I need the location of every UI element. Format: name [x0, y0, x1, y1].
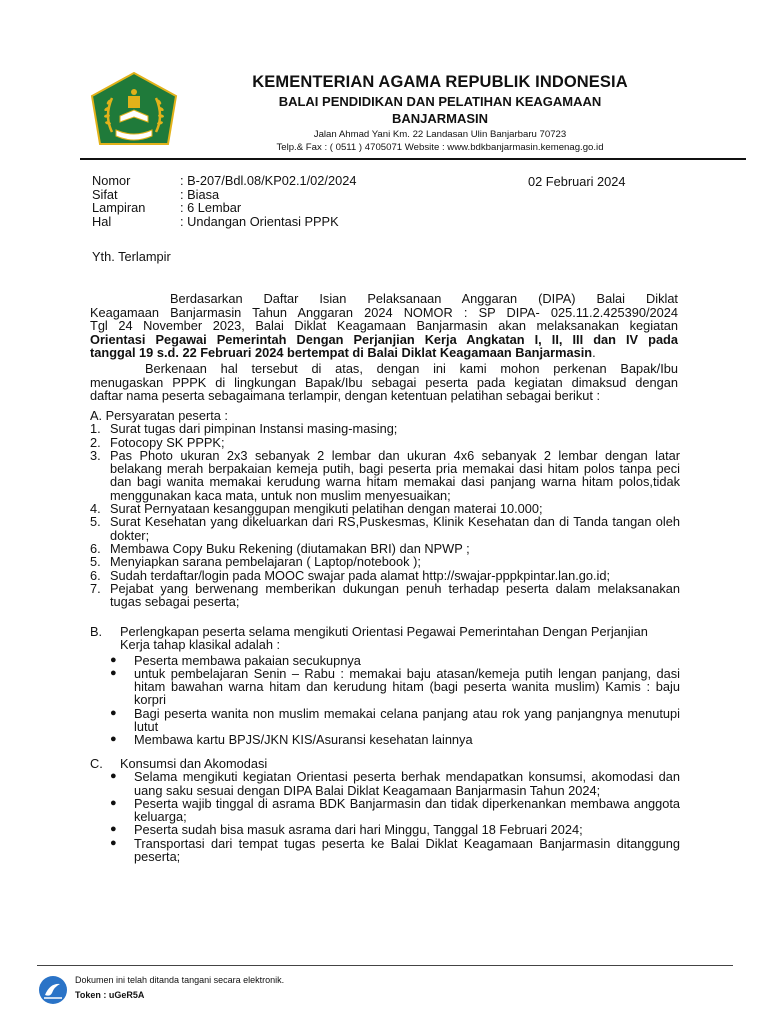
footer-esign-note: Dokumen ini telah ditanda tangani secara elektronik.	[75, 975, 285, 985]
section-c-letter: C.	[90, 756, 103, 771]
requirement-item	[90, 502, 680, 515]
institution-name-line1: BALAI PENDIDIKAN DAN PELATIHAN KEAGAMAAN	[278, 94, 602, 109]
requirement-number: 1.	[90, 421, 101, 437]
requirement-number: 6.	[90, 540, 101, 556]
accommodation-item	[110, 837, 680, 864]
p1-line4: Orientasi Pegawai Pemerintah Dengan Perjanjian Kerja Angkatan I, II, III dan IV pada	[90, 331, 678, 347]
requirement-number: 4.	[90, 501, 101, 517]
requirement-item	[90, 555, 680, 568]
equipment-item-text: untuk pembelajaran Senin – Rabu : memakai baju atasan/kemeja putih lengan panjang, dasi hitam bawahan warna hitam dan kerudung hitam (bagi peserta wanita muslim) Kamis : baju korpri	[134, 665, 680, 708]
p1-line5: tanggal 19 s.d. 22 Februari 2024 bertempat di Balai Diklat Keagamaan Banjarmasin	[90, 345, 593, 361]
bsre-signature-icon	[38, 975, 68, 1005]
section-b-equipment	[90, 625, 680, 747]
hal-label: Hal	[92, 213, 112, 229]
requirement-text: Surat Pernyataan kesanggupan mengikuti pelatihan dengan materai 10.000;	[110, 501, 543, 517]
accommodation-item-text: Transportasi dari tempat tugas peserta ke Balai Diklat Keagamaan Banjarmasin ditanggung peserta;	[134, 835, 680, 865]
footer-token: Token : uGeR5A	[75, 990, 145, 1000]
requirement-text: Menyiapkan sarana pembelajaran ( Laptop/notebook );	[110, 554, 421, 570]
section-b-heading: Perlengkapan peserta selama mengikuti Orientasi Pegawai Pemerintahan Dengan Perjanjian Kerja tahap klasikal adalah :	[120, 624, 648, 653]
section-c-list	[110, 770, 680, 863]
bullet-icon: ●	[110, 653, 117, 666]
requirement-number: 3.	[90, 447, 101, 463]
nomor-label: Nomor	[92, 173, 131, 188]
p1-line2: Keagamaan Banjarmasin Tahun Anggaran 2024 NOMOR : SP DIPA- 025.11.2.425390/2024	[90, 304, 678, 320]
section-a-list	[90, 422, 680, 608]
p2-line1: Berkenaan hal tersebut di atas, dengan ini kami mohon perkenan Bapak/Ibu	[145, 361, 678, 376]
requirement-number: 2.	[90, 434, 101, 450]
bullet-icon: ●	[110, 836, 117, 849]
requirement-text: Membawa Copy Buku Rekening (diutamakan BRI) dan NPWP ;	[110, 540, 470, 556]
requirement-text: Pejabat yang berwenang memberikan dukungan penuh terhadap peserta dalam melaksanakan tugas sebagai peserta;	[110, 580, 680, 610]
section-b-letter: B.	[90, 624, 103, 639]
salutation-recipient: Terlampir	[118, 249, 171, 264]
equipment-item	[110, 733, 680, 746]
salutation-yth: Yth.	[92, 249, 115, 264]
letterhead-divider	[80, 158, 746, 160]
section-c-accommodation	[90, 757, 680, 863]
p1-line1: Berdasarkan Daftar Isian Pelaksanaan Anggaran (DIPA) Balai Diklat	[170, 291, 678, 306]
requirement-item	[90, 569, 680, 582]
requirement-number: 6.	[90, 567, 101, 583]
section-a-requirements	[90, 409, 680, 608]
kemenag-logo-icon	[90, 72, 178, 152]
requirement-text: Surat Kesehatan yang dikeluarkan dari RS,Puskesmas, Klinik Kesehatan dan di Tanda tangan oleh dokter;	[110, 514, 680, 543]
equipment-item-text: Membawa kartu BPJS/JKN KIS/Asuransi kesehatan lainnya	[134, 732, 473, 748]
accommodation-item	[110, 770, 680, 797]
bullet-icon: ●	[110, 796, 117, 809]
requirement-item	[90, 436, 680, 449]
requirement-item	[90, 449, 680, 502]
letter-meta	[92, 174, 356, 228]
letterhead	[200, 72, 680, 154]
p2-line3: daftar nama peserta sebagaimana terlampir, dengan ketentuan pelatihan sebagai berikut :	[90, 388, 601, 404]
requirement-item	[90, 582, 680, 609]
bullet-icon: ●	[110, 733, 117, 746]
section-b-list	[110, 654, 680, 747]
requirement-text: Pas Photo ukuran 2x3 sebanyak 2 lembar dan ukuran 4x6 sebanyak 2 lembar dengan latar belakang merah berpakaian kemeja putih, bagi peserta pria memakai dasi hitam polos tanpa peci dan bagi wanita memakai kerudung warna hitam memakai dasi panjang warna hitam polos,tidak menggunakan kaca mata, untuk non muslim menyesuaikan;	[110, 447, 680, 503]
lampiran-value: : 6 Lembar	[180, 200, 242, 215]
institution-name-line2: BANJARMASIN	[391, 111, 489, 126]
ministry-name: KEMENTERIAN AGAMA REPUBLIK INDONESIA	[252, 73, 628, 91]
sifat-label: Sifat	[92, 186, 118, 202]
requirement-number: 7.	[90, 580, 101, 596]
accommodation-item	[110, 823, 680, 836]
institution-address: Jalan Ahmad Yani Km. 22 Landasan Ulin Banjarbaru 70723	[313, 129, 567, 140]
salutation	[92, 249, 171, 264]
requirement-text: Sudah terdaftar/login pada MOOC swajar pada alamat http://swajar-pppkpintar.lan.go.id;	[110, 567, 611, 583]
nomor-value: : B-207/Bdl.08/KP02.1/02/2024	[180, 173, 357, 188]
p1-line5-end: .	[592, 345, 596, 361]
section-c-heading: Konsumsi dan Akomodasi	[120, 756, 268, 771]
letter-date: 02 Februari 2024	[528, 174, 626, 189]
footer-divider	[37, 965, 733, 966]
paragraph-request	[90, 362, 678, 403]
paragraph-opening	[90, 292, 678, 360]
equipment-item-text: Bagi peserta wanita non muslim memakai celana panjang atau rok yang panjangnya menutupi lutut	[134, 705, 680, 735]
equipment-item	[110, 667, 680, 707]
requirement-number: 5.	[90, 554, 101, 570]
p2-line2: menugaskan PPPK di lingkungan Bapak/Ibu sebagai peserta pada kegiatan dimaksud dengan	[90, 374, 678, 390]
bullet-icon: ●	[110, 823, 117, 836]
requirement-number: 5.	[90, 514, 101, 530]
bullet-icon: ●	[110, 770, 117, 783]
p1-line3: Tgl 24 November 2023, Balai Diklat Keagamaan Banjarmasin akan melaksanakan kegiatan	[90, 318, 678, 334]
hal-value: : Undangan Orientasi PPPK	[180, 213, 339, 229]
accommodation-item-text: Selama mengikuti kegiatan Orientasi peserta berhak mendapatkan konsumsi, akomodasi dan uang saku sesuai dengan DIPA Balai Diklat Keagamaan Banjarmasin Tahun 2024;	[134, 769, 680, 798]
equipment-item	[110, 707, 680, 734]
requirement-item	[90, 542, 680, 555]
equipment-item	[110, 654, 680, 667]
requirement-text: Fotocopy SK PPPK;	[110, 434, 225, 450]
equipment-item-text: Peserta membawa pakaian secukupnya	[134, 652, 361, 668]
institution-contact: Telp.& Fax : ( 0511 ) 4705071 Website : www.bdkbanjarmasin.kemenag.go.id	[276, 142, 604, 153]
sifat-value: : Biasa	[180, 186, 220, 202]
accommodation-item-text: Peserta sudah bisa masuk asrama dari hari Minggu, Tanggal 18 Februari 2024;	[134, 822, 583, 838]
requirement-item	[90, 515, 680, 542]
requirement-text: Surat tugas dari pimpinan Instansi masing-masing;	[110, 421, 398, 437]
bullet-icon: ●	[110, 706, 117, 719]
accommodation-item	[110, 797, 680, 824]
lampiran-label: Lampiran	[92, 200, 146, 215]
accommodation-item-text: Peserta wajib tinggal di asrama BDK Banjarmasin dan tidak diperkenankan membawa anggota keluarga;	[134, 795, 680, 825]
requirement-item	[90, 422, 680, 435]
section-a-heading: A. Persyaratan peserta :	[90, 408, 228, 423]
bullet-icon: ●	[110, 666, 117, 679]
